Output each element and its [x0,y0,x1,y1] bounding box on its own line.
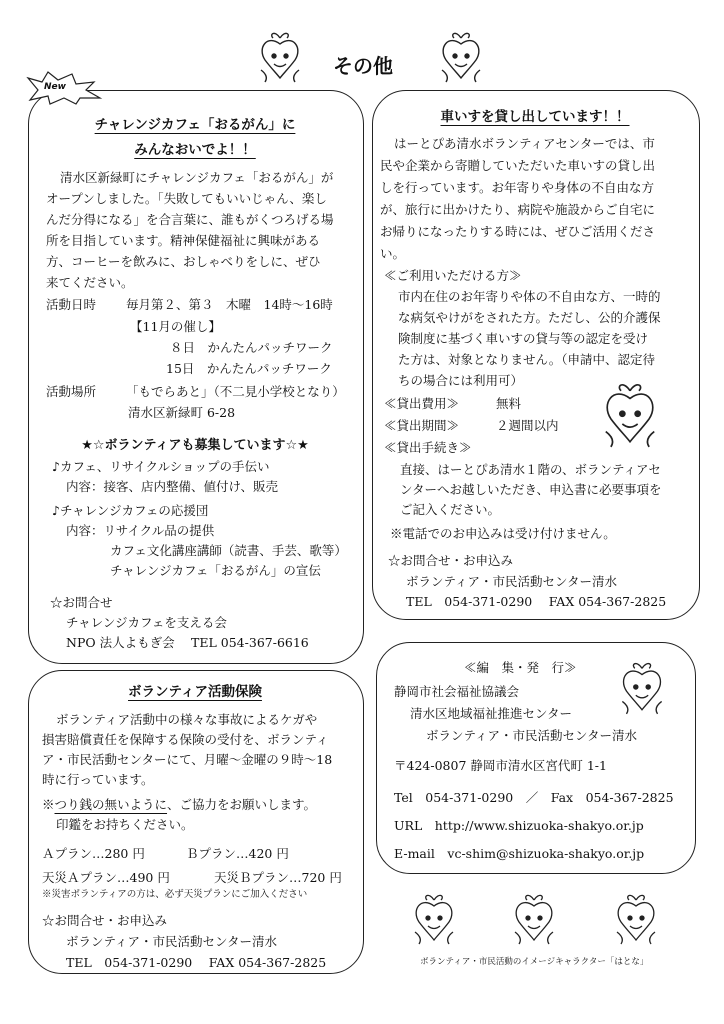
insurance-body-line: 時に行っています。 [42,772,154,787]
fee-value: 無料 [496,396,522,411]
procedure-line: ンターへお越しいただき、申込書に必要事項を [400,482,662,497]
wheelchair-body-line: お帰りになったりする時には、ぜひご活用くださ [380,224,656,239]
plan-ta: 天災Ａプラン…490 円 [42,870,170,885]
procedure-line: ご記入ください。 [400,502,501,517]
recruit-line: 内容：接客、店内整備、値付け、販売 [66,479,279,494]
change-note [42,797,316,813]
insurance-contact: TEL 054-371-0290 FAX 054-367-2825 [66,955,327,970]
mascot-heart-icon [596,378,664,452]
wheelchair-title: 車いすを貸し出しています！！ [440,109,630,125]
editor-tel: Tel 054-371-0290 ／ Fax 054-367-2825 [394,790,674,805]
wheelchair-body-line: しを行っています。お年寄りや身体の不自由な方 [380,180,655,195]
cafe-contact: チャレンジカフェを支える会 [66,615,227,630]
cafe-title: チャレンジカフェ「おるがん」に [94,117,296,133]
phone-note: ※電話でのお申込みは受け付けません。 [390,526,616,541]
wheelchair-contact: TEL 054-371-0290 FAX 054-367-2825 [406,594,667,609]
cafe-body-line: 来てください。 [46,275,134,290]
insurance-body-line: 損害賠償責任を保障する保険の受付を、ボランティ [42,732,329,747]
new-badge: New [44,82,66,92]
wheelchair-body-line: い。 [380,246,406,261]
who-body-line: ちの場合には利用可） [398,373,524,388]
recruit-line: ♪カフェ、リサイクルショップの手伝い [52,459,270,474]
insurance-title: ボランティア活動保険 [128,684,262,700]
mascot-heart-icon [616,658,668,718]
schedule-label: 活動日時 [46,297,97,312]
recruit-line: ♪チャレンジカフェの応援団 [52,503,209,518]
plan-b: Ｂプラン…420 円 [186,846,289,861]
wheelchair-contact: ☆お問合せ・お申込み [388,553,514,568]
procedure-line: 直接、はーとぴあ清水１階の、ボランティアセ [400,462,661,477]
wheelchair-body-line: が、旅行に出かけたり、病院や施設からご自宅に [380,202,656,217]
cafe-body-line: オープンしました。「失敗してもいいじゃん、楽し [46,191,327,206]
who-body-line: 市内在住のお年寄りや体の不自由な方、一時的 [398,289,661,304]
wheelchair-body-line: はーとぴあ清水ボランティアセンターでは、市 [394,136,655,151]
cafe-body-line: 方、コーヒーを飲みに、おしゃべりをしに、ぜひ [46,254,321,269]
change-note-prefix: ※ [42,797,55,812]
who-body-line: た方は、対象となりません。（申請中、認定待 [398,352,656,367]
editor-org: ボランティア・市民活動センター清水 [426,728,638,743]
insurance-contact: ボランティア・市民活動センター清水 [66,934,278,949]
fee-label: ≪貸出費用≫ [384,396,460,411]
period-value: ２週間以内 [496,418,559,433]
place-value: 清水区新緑町 6-28 [128,405,236,420]
schedule-value: 【11月の催し】 [130,319,221,334]
place-label: 活動場所 [46,384,97,399]
insurance-body-line: ボランティア活動中の様々な事故によるケガや [56,712,318,727]
editor-title: ≪編 集・発 行≫ [464,660,577,675]
schedule-value: ８日 かんたんパッチワーク [170,340,333,355]
place-value: 「もでらあと」（不二見小学校となり） [126,384,345,399]
cafe-body-line: んだ分得になる」を合言葉に、誰もがくつろげる場 [46,212,334,227]
schedule-value: 毎月第２、第３ 木曜 14時～16時 [126,297,333,312]
recruit-title: ★☆ボランティアも募集しています☆★ [81,438,309,453]
mascot-heart-icon [436,28,486,86]
period-label: ≪貸出期間≫ [384,418,460,433]
mascot-heart-icon [255,28,305,86]
mascot-heart-icon [408,890,460,948]
plan-note: ※災害ボランティアの方は、必ず天災プランにご加入ください [42,889,308,900]
cafe-contact: ☆お問合せ [50,595,113,610]
insurance-body-line: ア・市民活動センターにて、月曜～金曜の９時～18 [42,752,333,767]
recruit-line: 内容：リサイクル品の提供 [66,523,215,538]
recruit-line: チャレンジカフェ「おるがん」の宣伝 [110,563,321,578]
who-label: ≪ご利用いただける方≫ [384,268,522,283]
insurance-contact: ☆お問合せ・お申込み [42,913,168,928]
mascot-heart-icon [508,890,560,948]
change-note-underlined: つり銭の無いように [54,797,168,812]
cafe-body-line: 清水区新緑町にチャレンジカフェ「おるがん」が [60,170,334,185]
schedule-value: 15日 かんたんパッチワーク [166,361,332,376]
who-body-line: 険制度に基づく車いすの貸与等の認定を受け [398,331,649,346]
plan-tb: 天災Ｂプラン…720 円 [214,870,342,885]
plan-a: Ａプラン…280 円 [42,846,145,861]
editor-org: 静岡市社会福祉協議会 [394,684,520,699]
editor-email[interactable]: E-mail vc-shim@shizuoka-shakyo.or.jp [394,846,645,861]
page-title: その他 [333,54,393,78]
mascot-caption: ボランティア・市民活動のイメージキャラクター「はとな」 [420,957,649,967]
cafe-contact: NPO 法人よもぎ会 TEL 054-367-6616 [66,635,309,650]
seal-note: 印鑑をお持ちください。 [56,817,194,832]
mascot-heart-icon [610,890,662,948]
who-body-line: な病気やけがをされた方。ただし、公的介護保 [398,310,661,325]
procedure-label: ≪貸出手続き≫ [384,440,472,455]
cafe-title: みんなおいでよ！！ [134,142,256,158]
cafe-body-line: 所を目指しています。精神保健福祉に興味がある [46,233,321,248]
editor-org: 清水区地域福祉推進センター [410,706,573,721]
editor-address: 〒424-0807 静岡市清水区宮代町 1-1 [394,758,607,773]
change-note-rest: 、ご協力をお願いします。 [167,797,317,812]
editor-url[interactable]: URL http://www.shizuoka-shakyo.or.jp [394,818,644,833]
wheelchair-contact: ボランティア・市民活動センター清水 [406,574,618,589]
wheelchair-body-line: 民や企業から寄贈していただいた車いすの貸し出 [380,158,656,173]
recruit-line: カフェ文化講座講師（読書、手芸、歌等） [110,543,347,558]
